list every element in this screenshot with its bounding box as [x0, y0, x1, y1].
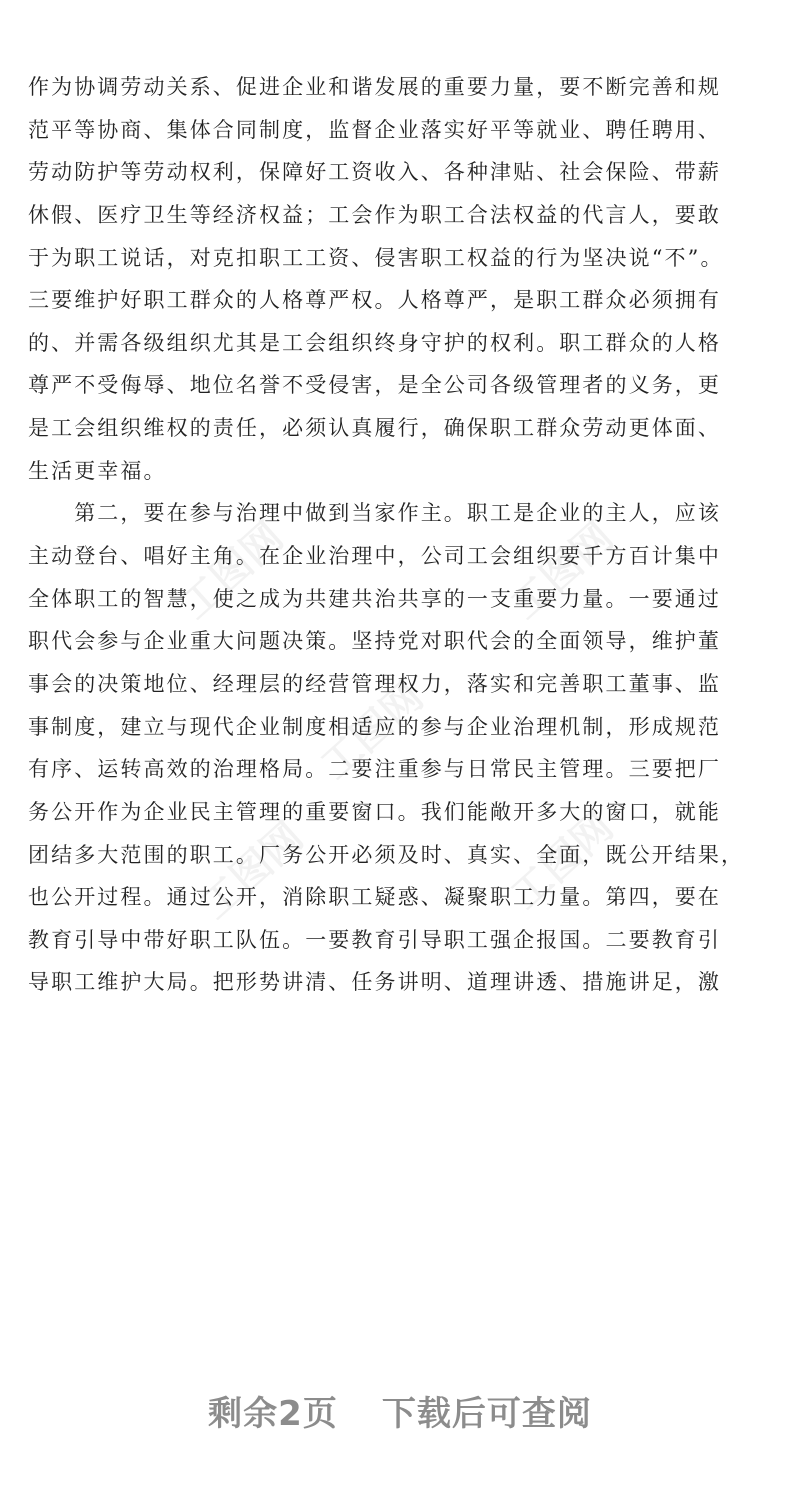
document-body	[28, 66, 772, 1004]
text-line: 于为职工说话，对克扣职工工资、侵害职工权益的行为坚决说“不”。	[28, 245, 724, 270]
text-line: 职代会参与企业重大问题决策。坚持党对职代会的全面领导，维护董	[28, 629, 721, 654]
download-hint-label: 下载后可查阅	[381, 1394, 592, 1434]
text-line: 三要维护好职工群众的人格尊严权。人格尊严，是职工群众必须拥有	[28, 288, 721, 313]
remaining-pages-label: 剩余2页	[208, 1394, 338, 1434]
text-line: 团结多大范围的职工。厂务公开必须及时、真实、全面，既公开结果，	[28, 842, 745, 867]
text-line: 第二，要在参与治理中做到当家作主。职工是企业的主人，应该	[28, 501, 721, 526]
download-prompt[interactable]	[0, 1386, 800, 1435]
watermark: 工图网	[312, 673, 433, 789]
text-line: 务公开作为企业民主管理的重要窗口。我们能敞开多大的窗口，就能	[28, 799, 721, 824]
text-line: 事制度，建立与现代企业制度相适应的参与企业治理机制，形成规范	[28, 714, 721, 739]
text-line: 全体职工的智慧，使之成为共建共治共享的一支重要力量。一要通过	[28, 586, 721, 611]
text-line: 作为协调劳动关系、促进企业和谐发展的重要力量，要不断完善和规	[28, 75, 721, 99]
text-line: 主动登台、唱好主角。在企业治理中，公司工会组织要千方百计集中	[28, 544, 721, 569]
text-line: 导职工维护大局。把形势讲清、任务讲明、道理讲透、措施讲足，激	[28, 970, 721, 995]
text-line: 教育引导中带好职工队伍。一要教育引导职工强企报国。二要教育引	[28, 927, 721, 952]
text-line: 的、并需各级组织尤其是工会组织终身守护的权利。职工群众的人格	[28, 330, 721, 355]
watermark: 工图网	[192, 813, 313, 929]
text-line: 劳动防护等劳动权利，保障好工资收入、各种津贴、社会保险、带薪	[28, 160, 721, 185]
text-line: 有序、运转高效的治理格局。二要注重参与日常民主管理。三要把厂	[28, 757, 721, 782]
text-line: 范平等协商、集体合同制度，监督企业落实好平等就业、聘任聘用、	[28, 117, 721, 142]
text-line: 是工会组织维权的责任，必须认真履行，确保职工群众劳动更体面、	[28, 416, 721, 441]
text-line: 休假、医疗卫生等经济权益；工会作为职工合法权益的代言人，要敢	[28, 202, 721, 227]
text-line: 生活更幸福。	[28, 458, 167, 483]
watermark: 工图网	[502, 513, 623, 629]
text-line: 也公开过程。通过公开，消除职工疑惑、凝聚职工力量。第四，要在	[28, 885, 721, 910]
text-line: 尊严不受侮辱、地位名誉不受侵害，是全公司各级管理者的义务，更	[28, 373, 721, 398]
watermark: 工图网	[502, 803, 623, 919]
watermark: 工图网	[172, 513, 293, 629]
text-line: 事会的决策地位、经理层的经营管理权力，落实和完善职工董事、监	[28, 671, 721, 696]
